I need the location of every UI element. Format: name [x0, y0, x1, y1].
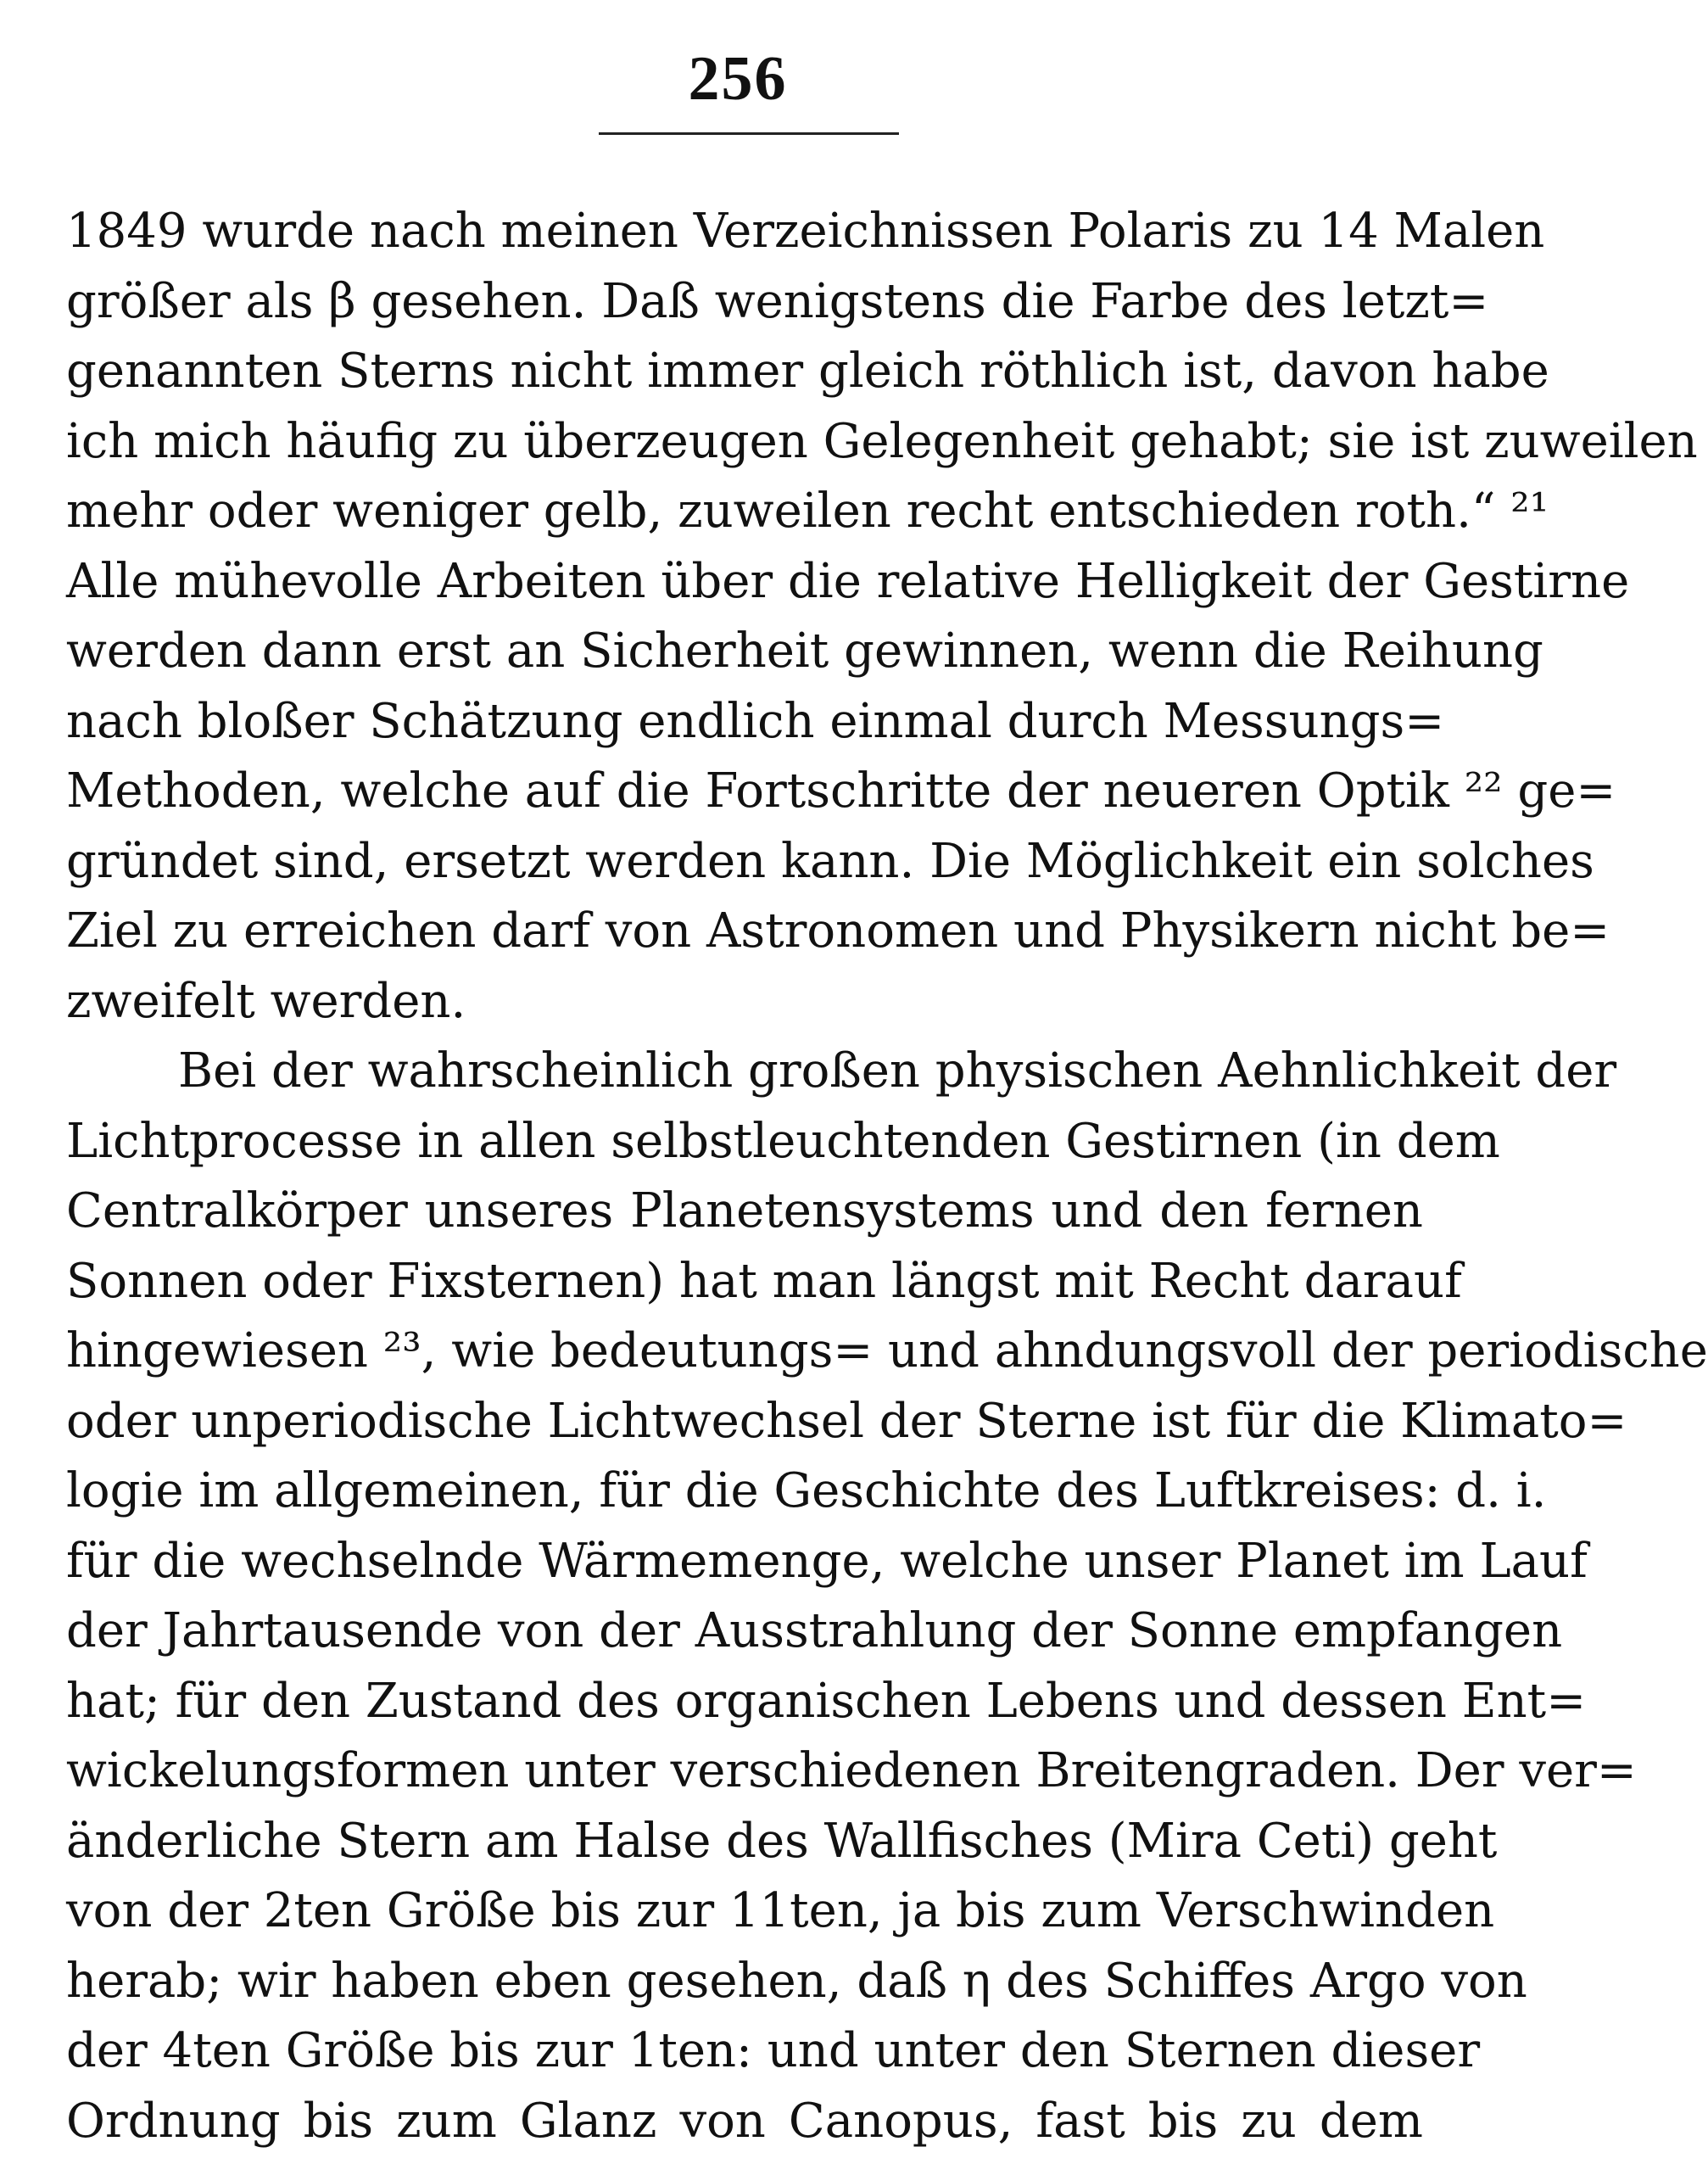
- text-line: größer als β gesehen. Daß wenigstens die Farbe des letzt=: [66, 273, 1489, 329]
- text-line: herab; wir haben eben gesehen, daß η des Schiffes Argo von: [66, 1953, 1527, 2009]
- text-line: der Jahrtausende von der Ausstrahlung der Sonne empfangen: [66, 1603, 1563, 1658]
- text-line: hat; für den Zustand des organischen Lebens und dessen Ent=: [66, 1673, 1587, 1729]
- text-line: genannten Sterns nicht immer gleich röthlich ist, davon habe: [66, 344, 1549, 399]
- text-line: Ordnung bis zum Glanz von Canopus, fast bis zu dem: [66, 2093, 1423, 2149]
- text-line: der 4ten Größe bis zur 1ten: und unter den Sternen dieser: [66, 2023, 1481, 2078]
- text-line: nach bloßer Schätzung endlich einmal durch Messungs=: [66, 693, 1445, 749]
- text-line: oder unperiodische Lichtwechsel der Sterne ist für die Klimato=: [66, 1393, 1627, 1449]
- text-line: mehr oder weniger gelb, zuweilen recht entschieden roth.“ ²¹: [66, 484, 1549, 539]
- text-line: hingewiesen ²³, wie bedeutungs= und ahndungsvoll der periodische: [66, 1323, 1708, 1378]
- text-line: gründet sind, ersetzt werden kann. Die Möglichkeit ein solches: [66, 833, 1594, 889]
- text-line: 1849 wurde nach meinen Verzeichnissen Polaris zu 14 Malen: [66, 204, 1545, 259]
- header-rule: [599, 132, 899, 135]
- text-line: werden dann erst an Sicherheit gewinnen, wenn die Reihung: [66, 623, 1543, 679]
- text-line: Centralkörper unseres Planetensystems und den fernen: [66, 1183, 1423, 1238]
- text-line: wickelungsformen unter verschiedenen Breitengraden. Der ver=: [66, 1743, 1637, 1798]
- text-line: zweifelt werden.: [66, 973, 466, 1029]
- page-number: 256: [688, 44, 788, 114]
- body-text: [66, 197, 1708, 2156]
- paragraph-first-line: Bei der wahrscheinlich großen physischen Aehnlichkeit der: [178, 1043, 1617, 1099]
- text-line: Ziel zu erreichen darf von Astronomen und Physikern nicht be=: [66, 903, 1610, 959]
- text-line: von der 2ten Größe bis zur 11ten, ja bis zum Verschwinden: [66, 1883, 1495, 1938]
- text-line: änderliche Stern am Halse des Wallfisches (Mira Ceti) geht: [66, 1813, 1498, 1869]
- text-line: Alle mühevolle Arbeiten über die relative Helligkeit der Gestirne: [66, 553, 1630, 609]
- text-line: Sonnen oder Fixsternen) hat man längst mit Recht darauf: [66, 1253, 1462, 1309]
- text-line: für die wechselnde Wärmemenge, welche unser Planet im Lauf: [66, 1533, 1588, 1589]
- text-line: ich mich häufig zu überzeugen Gelegenheit gehabt; sie ist zuweilen: [66, 413, 1698, 469]
- text-line: Methoden, welche auf die Fortschritte der neueren Optik ²² ge=: [66, 763, 1616, 819]
- text-line: logie im allgemeinen, für die Geschichte des Luftkreises: d. i.: [66, 1463, 1547, 1518]
- text-line: Lichtprocesse in allen selbstleuchtenden Gestirnen (in dem: [66, 1113, 1500, 1169]
